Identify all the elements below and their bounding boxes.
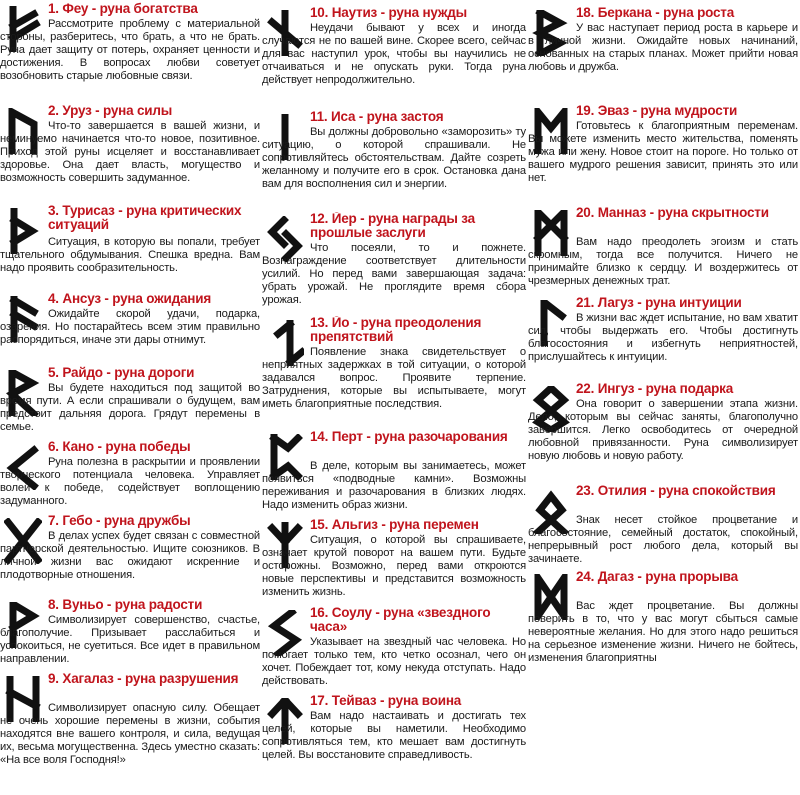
rune-description: Знак несет стойкое процветание и благосостояние, семейный достаток, спокойный, непрерывный рост любого дела, который вы зачинаете.: [528, 514, 798, 565]
rune-entry-laguz: [528, 296, 800, 380]
rune-title: 2. Уруз - руна силы: [48, 104, 173, 118]
rune-description: Вы будете находиться под защитой во время пути. А если спрашивали о будущем, вам предстоит дальняя дорога. Грядут перемены в семье.: [0, 382, 260, 433]
rune-description: Вам надо настаивать и достигать тех целей, которые вы наметили. Необходимо сопротивляться тем, кто мешает вам достигнуть целей. Вы восстановите справедливость.: [262, 710, 526, 761]
rune-description: Символизирует опасную силу. Обещает не очень хорошие перемены в жизни, события находятся вне вашего контроля, и сила, ведущая их, весьма могущественна. Здесь уместно сказать: «На все воля Господня!»: [0, 702, 260, 766]
rune-title: 19. Эваз - руна мудрости: [576, 104, 738, 118]
rune-description: Руна полезна в раскрытии и проявлении творческого потенциала человека. Управляет волей к победе, содействует воплощению задуманного.: [0, 456, 260, 507]
rune-entry-mannaz: [528, 206, 800, 300]
rune-title: 23. Отилия - руна спокойствия: [576, 484, 776, 498]
rune-description: Что-то завершается в вашей жизни, и неминуемо начинается что-то новое, позитивное. Приход этой руны исцеляет и восстанавливает здоровье. Она дает власть, могущество и возможность совершить задуманное.: [0, 120, 260, 184]
rune-title: 5. Райдо - руна дороги: [48, 366, 195, 380]
rune-description: Вы должны добровольно «заморозить» ту ситуацию, о которой спрашивали. Не сопротивляйтесь обстоятельствам. Дайте созреть желанному и получите его в срок. Остановка дана вам для восполнения сил и энергии.: [262, 126, 526, 190]
rune-title: 24. Дагаз - руна прорыва: [576, 570, 738, 584]
rune-title: 7. Гебо - руна дружбы: [48, 514, 191, 528]
rune-entry-berkana: [528, 6, 800, 100]
rune-title: 15. Альгиз - руна перемен: [310, 518, 479, 532]
rune-entry-feu: [0, 2, 262, 106]
rune-entry-evaz: [528, 104, 800, 214]
rune-description: У вас наступает период роста в карьере и в личной жизни. Ожидайте новых начинаний, основанных на старых планах. Может прийти новая любовь и дружба.: [528, 22, 798, 73]
rune-title: 14. Перт - руна разочарования: [310, 430, 508, 444]
rune-title: 6. Кано - руна победы: [48, 440, 191, 454]
rune-description: В делах успех будет связан с совместной партнерской деятельностью. Ищите союзников. В личной жизни вас ожидают искренние и плодотворные отношения.: [0, 530, 260, 581]
rune-title: 13. Йо - руна преодоления препятствий: [310, 316, 482, 344]
rune-title: 21. Лагуз - руна интуиции: [576, 296, 742, 310]
rune-entry-kano: [0, 440, 262, 516]
rune-description: Неудачи бывают у всех и иногда случаются не по вашей вине. Скорее всего, сейчас для вас наступил урок, чтобы вы научились не отчаиваться и не опускать руки. Тогда руна действует непродолжительно.: [262, 22, 526, 86]
rune-entry-pert: [262, 430, 528, 520]
rune-title: 11. Иса - руна застоя: [310, 110, 444, 124]
rune-description: Появление знака свидетельствует о неприятных задержках в той ситуации, о которой задавался вопрос. Проявите терпение. Затруднения, которые вы испытываете, могут иметь благоприятные последствия.: [262, 346, 526, 410]
rune-description: Ситуация, в которую вы попали, требует тщательного обдумывания. Спешка вредна. Вам надо проявить сообразительность.: [0, 236, 260, 274]
rune-title: 18. Беркана - руна роста: [576, 6, 735, 20]
rune-title: 9. Хагалаз - руна разрушения: [48, 672, 239, 686]
rune-title: 17. Тейваз - руна воина: [310, 694, 462, 708]
rune-description: Вас ждет процветание. Вы должны поверить в то, что у вас могут сбыться самые невероятные желания. Но для этого надо решиться на серьезное изменение жизни. Ничего не бойтесь, изменения благоприятны: [528, 600, 798, 664]
rune-title: 8. Вуньо - руна радости: [48, 598, 203, 612]
rune-title: 4. Ансуз - руна ожидания: [48, 292, 211, 306]
rune-entry-isa: [262, 110, 528, 216]
rune-description: В деле, которым вы занимаетесь, может появиться «подводные камни». Возможны переживания и разочарования в близких людях. Надо изменить образ жизни.: [262, 460, 526, 511]
rune-description: В жизни вас ждет испытание, но вам хватит сил, чтобы выдержать его. Чтобы достигнуть благосостояния и избегнуть неприятностей, прислушайтесь к интуиции.: [528, 312, 798, 363]
rune-description: Указывает на звездный час человека. Но помогает только тем, кто четко осознал, чего он хочет. Побеждает тот, кому некуда отступать. Надо действовать.: [262, 636, 526, 687]
rune-entry-yer: [262, 212, 528, 318]
rune-entry-soulu: [262, 606, 528, 696]
rune-title: 12. Йер - руна награды за прошлые заслуги: [310, 212, 475, 240]
rune-entry-inguz: [528, 382, 800, 486]
rune-title: 10. Наутиз - руна нужды: [310, 6, 467, 20]
rune-entry-ansuz: [0, 292, 262, 364]
rune-title: 20. Манназ - руна скрытности: [576, 206, 769, 220]
rune-description: Вам надо преодолеть эгоизм и стать скромным, тогда все получится. Ничего не принимайте близко к сердцу. И воздержитесь от чрезмерных денежных трат.: [528, 236, 798, 287]
rune-entry-dagaz: [528, 570, 800, 688]
rune-entry-gebo: [0, 514, 262, 598]
rune-description: Она говорит о завершении этапа жизни. Дело, которым вы сейчас заняты, благополучно завершится. Легко освободитесь от очередной любовной привязанности. Руна символизирует новую любовь и новую работу.: [528, 398, 798, 462]
rune-entry-nautiz: [262, 6, 528, 110]
rune-description: Символизирует совершенство, счастье, благополучие. Призывает расслабиться и успокоиться, не суетиться. Все идет в правильном направлении.: [0, 614, 260, 665]
rune-description: Ситуация, о которой вы спрашиваете, означает крутой поворот на вашем пути. Будьте осторожны. Возможно, перед вами откроются новые перспективы и представится возможность изменить жизнь.: [262, 534, 526, 598]
rune-description: Ожидайте скорой удачи, подарка, озарения. Но постарайтесь всем этим правильно распорядиться, иначе эти дары отнимут.: [0, 308, 260, 346]
rune-title: 22. Ингуз - руна подарка: [576, 382, 734, 396]
rune-entry-vunyo: [0, 598, 262, 674]
rune-entry-yo: [262, 316, 528, 432]
rune-title: 3. Турисаз - руна критических ситуаций: [48, 204, 242, 232]
rune-title: 16. Соулу - руна «звездного часа»: [310, 606, 491, 634]
rune-entry-hagalaz: [0, 672, 262, 795]
rune-title: 1. Феу - руна богатства: [48, 2, 198, 16]
rune-entry-otiliya: [528, 484, 800, 570]
rune-entry-raido: [0, 366, 262, 450]
rune-entry-teyvaz: [262, 694, 528, 795]
rune-description: Готовьтесь к благоприятным переменам. Вы можете изменить место жительства, поменять мужа или жену. Новое стоит на пороге. Но только от вашего мудрого решения зависит, принять это или нет.: [528, 120, 798, 184]
rune-entry-algiz: [262, 518, 528, 608]
rune-entry-uruz: [0, 104, 262, 204]
rune-entry-turisaz: [0, 204, 262, 292]
rune-description: Рассмотрите проблему с материальной стороны, разберитесь, что брать, а что не брать. Руна дает защиту от потерь, охраняет ценности и достижения. В вопросах любви советует возобновить старые любовные связи.: [0, 18, 260, 82]
rune-description: Что посеяли, то и пожнете. Вознаграждение соответствует длительности усилий. Но перед вами завершающая задача: убрать урожай. Не проглядите время сбора урожая.: [262, 242, 526, 306]
